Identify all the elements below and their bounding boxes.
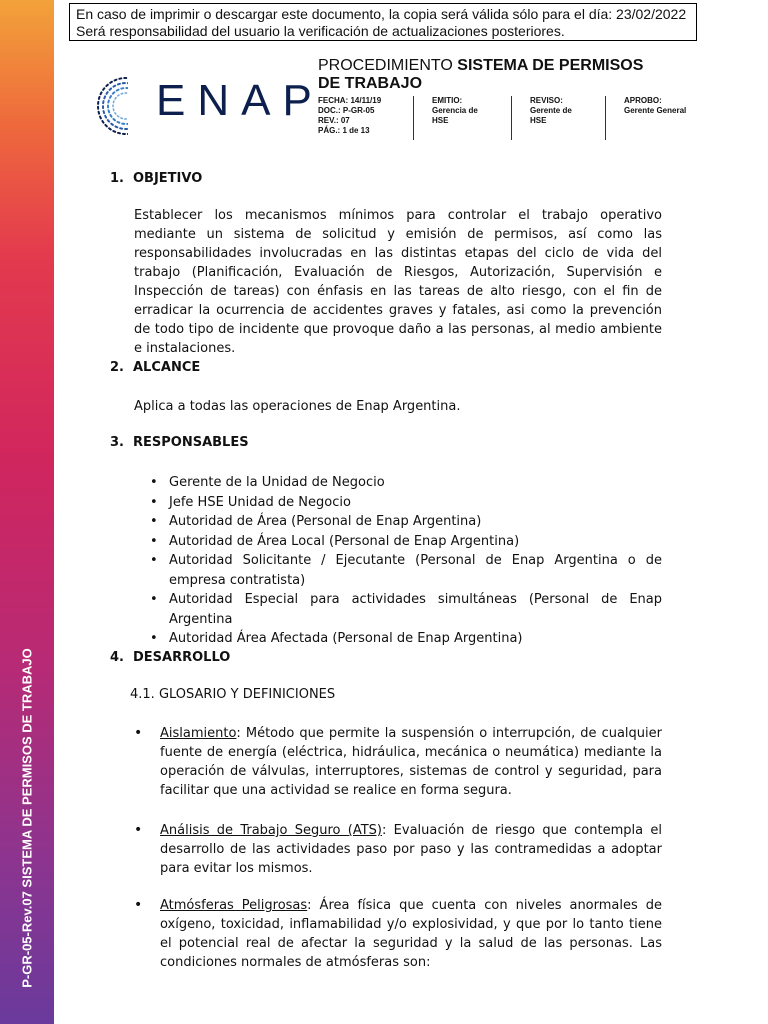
alcance-paragraph: Aplica a todas las operaciones de Enap Argentina. xyxy=(134,399,461,414)
emitio-value-1: Gerencia de xyxy=(432,106,478,115)
section-number: 2. xyxy=(110,360,124,375)
fecha: FECHA: 14/11/19 xyxy=(318,96,382,105)
page-number: PÁG.: 1 de 13 xyxy=(318,126,370,135)
notice-line-2: Será responsabilidad del usuario la verificación de actualizaciones posteriores. xyxy=(76,23,565,39)
emitio-block xyxy=(432,96,478,126)
title-main: SISTEMA DE PERMISOS DE TRABAJO xyxy=(318,57,644,92)
section-title: RESPONSABLES xyxy=(133,435,249,450)
section-title: ALCANCE xyxy=(133,360,201,375)
reviso-value-1: Gerente de xyxy=(530,106,572,115)
bullet-icon: • xyxy=(134,897,143,913)
list-item: • Autoridad Especial para actividades simultáneas (Personal de Enap Argentina xyxy=(150,590,662,629)
list-item: • Jefe HSE Unidad de Negocio xyxy=(150,493,662,513)
section-heading-desarrollo xyxy=(110,650,230,665)
definition-text: Método que permite la suspensión o interrupción, de cualquier fuente de energía (eléctrica, hidráulica, mecánica o neumática) mediante la operación de válvulas, interruptores, sistemas de control y seguridad, para facilitar que una actividad se realice en forma segura. xyxy=(160,726,662,798)
subsection-heading-glosario: 4.1. GLOSARIO Y DEFINICIONES xyxy=(130,687,336,702)
definition-term: Análisis de Trabajo Seguro (ATS) xyxy=(160,823,382,838)
header-divider xyxy=(605,96,606,140)
sidebar-document-code: P-GR-05-Rev.07 SISTEMA DE PERMISOS DE TRABAJO xyxy=(19,648,35,988)
list-item: • Autoridad Solicitante / Ejecutante (Personal de Enap Argentina o de empresa contratista) xyxy=(150,551,662,590)
objetivo-paragraph: Establecer los mecanismos mínimos para controlar el trabajo operativo mediante un sistema de solicitud y emisión de permisos, así como las responsabilidades involucradas en las distintas etapas del ciclo de vida del trabajo (Planificación, Evaluación de Riesgos, Autorización, Supervisión e Inspección de tareas) con énfasis en las tareas de alto riesgo, con el fin de erradicar la ocurrencia de accidentes graves y fatales, asi como la prevención de todo tipo de incidente que provoque daño a las personas, al medio ambiente e instalaciones. xyxy=(134,208,662,356)
header-divider xyxy=(413,96,414,140)
revision: REV.: 07 xyxy=(318,116,350,125)
list-item: • Autoridad Área Afectada (Personal de Enap Argentina) xyxy=(150,629,662,649)
emitio-value-2: HSE xyxy=(432,116,449,125)
definition-item: • Atmósferas Peligrosas: Área física que cuenta con niveles anormales de oxígeno, toxicidad, inflamabilidad y/o explosividad, y que por lo tanto tiene el potencial real de afectar la seguridad y la salud de las personas. Las condiciones normales de atmósferas son: xyxy=(134,897,662,970)
title-prefix: PROCEDIMIENTO xyxy=(318,57,453,74)
bullet-icon: • xyxy=(134,725,143,741)
section-heading-responsables xyxy=(110,435,249,450)
definition-term: Aislamiento xyxy=(160,726,237,741)
section-number: 4. xyxy=(110,650,124,665)
print-validity-notice xyxy=(69,3,697,41)
definition-item: • Análisis de Trabajo Seguro (ATS): Evaluación de riesgo que contempla el desarrollo de las actividades paso por paso y las contramedidas a adoptar para evitar los mismos. xyxy=(134,822,662,876)
notice-line-1: En caso de imprimir o descargar este documento, la copia será válida sólo para el día: 23/02/2022 xyxy=(76,6,687,22)
enap-ring-icon xyxy=(94,74,158,138)
section-title: DESARROLLO xyxy=(133,650,231,665)
section-heading-alcance xyxy=(110,360,200,375)
section-title: OBJETIVO xyxy=(133,171,203,186)
doc-code: DOC.: P-GR-05 xyxy=(318,106,375,115)
list-item: • Gerente de la Unidad de Negocio xyxy=(150,473,662,493)
header-divider xyxy=(511,96,512,140)
definition-item: • Aislamiento: Método que permite la suspensión o interrupción, de cualquier fuente de energía (eléctrica, hidráulica, mecánica o neumática) mediante la operación de válvulas, interruptores, sistemas de control y seguridad, para facilitar que una actividad se realice en forma segura. xyxy=(134,725,662,798)
document-sidebar xyxy=(0,0,54,1024)
list-item: • Autoridad de Área Local (Personal de Enap Argentina) xyxy=(150,532,662,552)
document-title xyxy=(318,57,648,93)
section-number: 1. xyxy=(110,171,124,186)
enap-logo-text: ENAP xyxy=(156,76,324,125)
aprobo-value: Gerente General xyxy=(624,106,687,115)
responsables-list xyxy=(150,473,662,649)
aprobo-block xyxy=(624,96,686,116)
reviso-value-2: HSE xyxy=(530,116,547,125)
doc-info-block xyxy=(318,96,381,136)
list-item: • Autoridad de Área (Personal de Enap Argentina) xyxy=(150,512,662,532)
bullet-icon: • xyxy=(134,822,143,838)
section-heading-objetivo xyxy=(110,171,202,186)
enap-logo xyxy=(94,72,324,140)
section-number: 3. xyxy=(110,435,124,450)
definition-term: Atmósferas Peligrosas xyxy=(160,898,308,913)
reviso-block xyxy=(530,96,572,126)
aprobo-label: APROBO: xyxy=(624,96,662,105)
reviso-label: REVISO: xyxy=(530,96,563,105)
definition-text: Evaluación de riesgo que contempla el desarrollo de las actividades paso por paso y las contramedidas a adoptar para evitar los mismos. xyxy=(160,823,662,876)
emitio-label: EMITIO: xyxy=(432,96,463,105)
definition-text: Área física que cuenta con niveles anormales de oxígeno, toxicidad, inflamabilidad y/o explosividad, y que por lo tanto tiene el potencial real de afectar la seguridad y la salud de las personas. Las condiciones normales de atmósferas son: xyxy=(160,898,662,970)
